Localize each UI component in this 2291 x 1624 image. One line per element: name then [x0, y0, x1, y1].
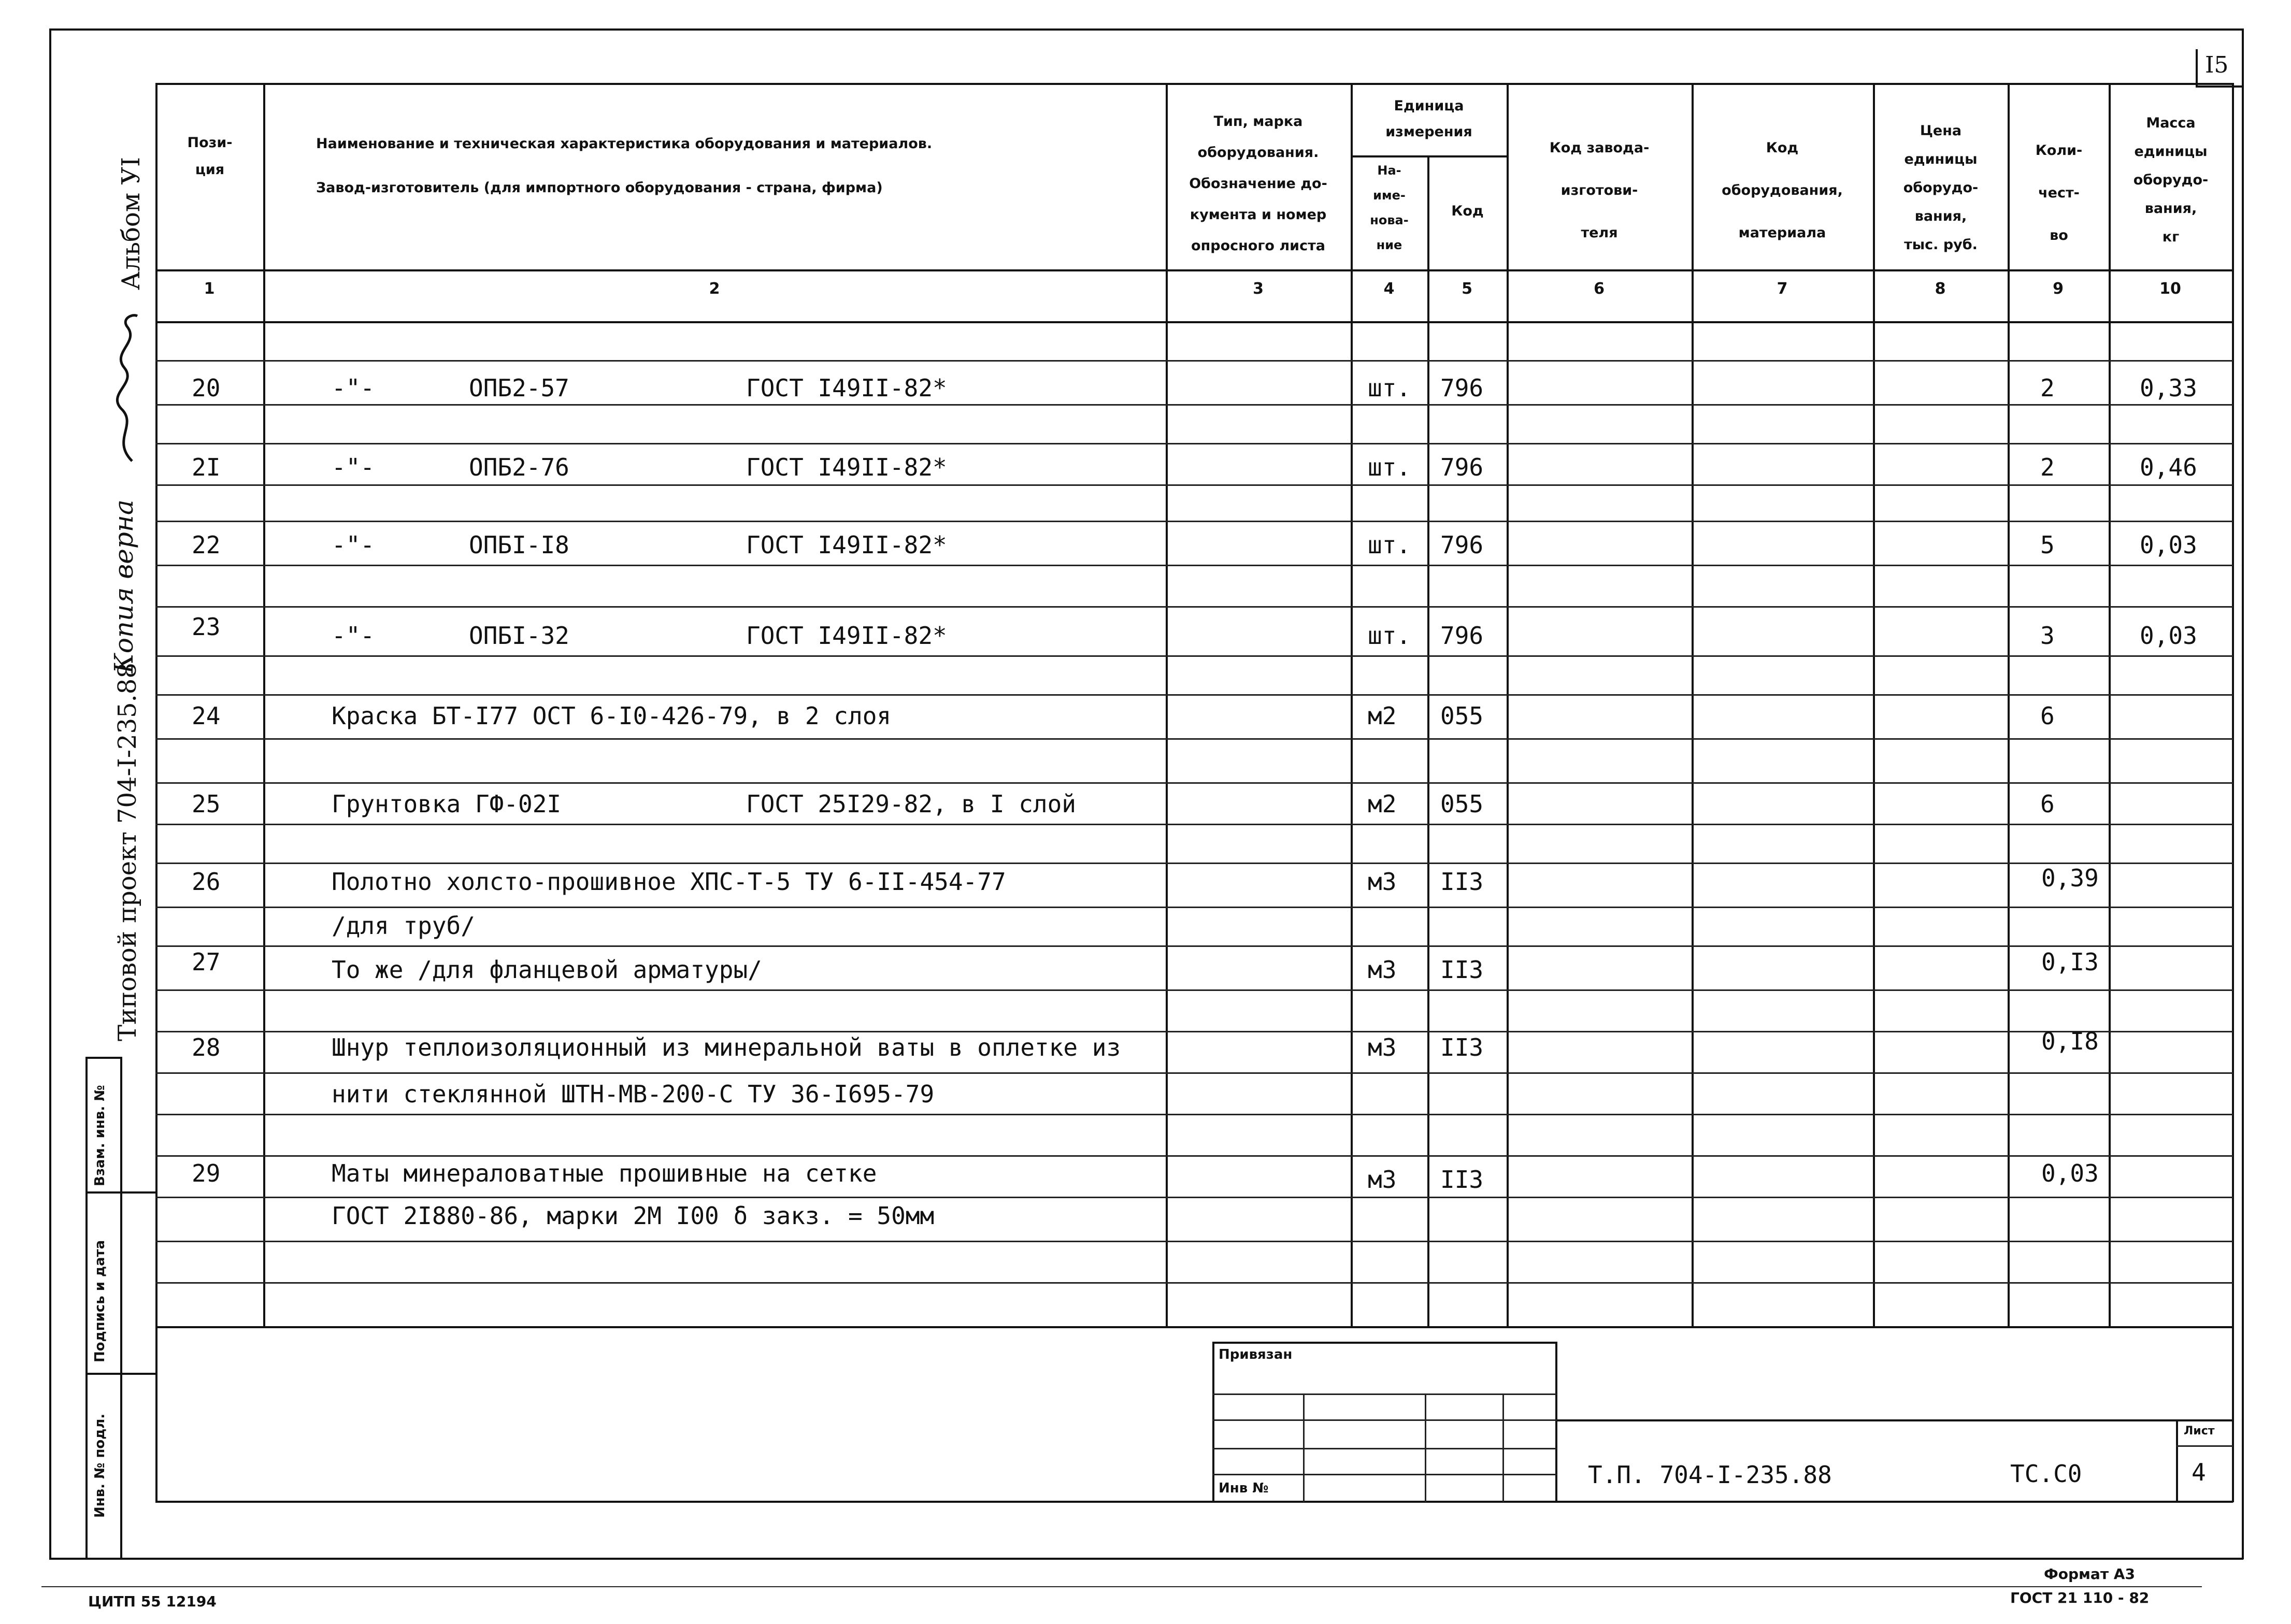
side-box-signature-date: Подпись и дата: [92, 1240, 108, 1362]
row-quantity: 6: [2040, 790, 2055, 818]
row-separator: [155, 1282, 2233, 1284]
row-separator: [155, 694, 2233, 696]
row-position: 23: [192, 613, 221, 641]
row-name-continued: ГОСТ 2I880-86, марки 2М I00 δ закз. = 50мм: [332, 1202, 935, 1230]
outer-frame-left: [49, 28, 51, 1559]
row-quantity: 2: [2040, 453, 2055, 481]
header-mass: Масса единицы оборудо- вания, кг: [2133, 115, 2209, 245]
col-number: 2: [709, 280, 720, 298]
side-box-original-inv: Инв. № подл.: [92, 1413, 108, 1518]
side-box-line: [120, 1057, 122, 1559]
handwritten-signature: [101, 311, 148, 466]
row-unit-code: 055: [1440, 790, 1484, 818]
row-separator: [155, 945, 2233, 947]
side-box-replaced-inv: Взам. инв. №: [92, 1085, 108, 1186]
side-box-line: [85, 1057, 122, 1059]
row-position: 26: [192, 868, 221, 896]
format-label: Формат А3: [2044, 1565, 2135, 1583]
row-unit-code: 796: [1440, 453, 1484, 481]
row-position: 29: [192, 1159, 221, 1187]
side-box-line: [85, 1191, 155, 1194]
stamp-line: [1212, 1342, 1557, 1344]
col-number: 6: [1594, 280, 1605, 298]
stamp-line: [1425, 1393, 1426, 1502]
table-top: [155, 83, 2233, 85]
row-mark: ОПБ2-57: [469, 374, 569, 402]
row-unit: м3: [1368, 956, 1397, 984]
row-unit: шт.: [1368, 531, 1411, 559]
row-unit-code: II3: [1440, 956, 1484, 984]
col-divider: [1427, 155, 1429, 1326]
row-separator: [155, 1114, 2233, 1115]
header-position: Пози- ция: [187, 135, 233, 178]
row-unit: шт.: [1368, 622, 1411, 650]
row-unit-code: 796: [1440, 531, 1484, 559]
row-mark: ОПБI-32: [469, 622, 569, 650]
stamp-line: [1502, 1393, 1504, 1502]
row-name: Шнур теплоизоляционный из минеральной ваты в оплетке из: [332, 1033, 1121, 1061]
sheet-label: Лист: [2184, 1425, 2215, 1438]
row-mass: 0,03: [2140, 531, 2197, 559]
row-separator: [155, 738, 2233, 740]
inner-frame-bottom: [155, 1501, 2233, 1503]
inv-number-label: Инв №: [1219, 1481, 1269, 1496]
row-quantity: 5: [2040, 531, 2055, 559]
row-name: -"-: [332, 531, 375, 559]
row-position: 28: [192, 1033, 221, 1061]
project-code: Т.П. 704-I-235.88: [1588, 1461, 1832, 1489]
row-unit: м2: [1368, 790, 1397, 818]
title-block-line: [2176, 1419, 2178, 1502]
row-standard: ГОСТ I49II-82*: [746, 374, 947, 402]
row-quantity: 0,I3: [2041, 948, 2099, 976]
row-separator: [155, 606, 2233, 608]
row-separator: [155, 863, 2233, 864]
stamp-line: [1212, 1342, 1214, 1502]
row-separator: [155, 1155, 2233, 1157]
row-separator: [155, 360, 2233, 362]
row-standard: ГОСТ I49II-82*: [746, 622, 947, 650]
row-position: 24: [192, 702, 221, 730]
row-unit-code: 796: [1440, 374, 1484, 402]
header-price: Цена единицы оборудо- вания, тыс. руб.: [1903, 123, 1979, 253]
header-type: Тип, марка оборудования. Обозначение до- кумента и номер опросного листа: [1189, 113, 1327, 254]
row-separator: [155, 782, 2233, 784]
row-position: 20: [192, 374, 221, 402]
side-project-label: Типовой проект 704-I-235.88: [113, 663, 142, 1041]
row-unit: м3: [1368, 868, 1397, 896]
sheet-number: I5: [2205, 52, 2229, 78]
row-separator: [155, 655, 2233, 657]
header-factory-code: Код завода- изготови- теля: [1549, 140, 1650, 241]
row-separator: [155, 907, 2233, 908]
header-name-line2: Завод-изготовитель (для импортного оборудования - страна, фирма): [316, 180, 883, 196]
table-bottom: [155, 1326, 2233, 1328]
header-unit-group: Единица измерения: [1385, 98, 1472, 140]
row-separator: [155, 1072, 2233, 1074]
col-number: 7: [1777, 280, 1788, 298]
col-number: 9: [2053, 280, 2064, 298]
row-separator: [155, 824, 2233, 825]
title-block-line: [1557, 1419, 2233, 1421]
row-standard: ГОСТ I49II-82*: [746, 453, 947, 481]
stamp-line: [1212, 1448, 1557, 1449]
row-separator: [155, 1031, 2233, 1032]
inner-frame-right: [2232, 83, 2234, 1502]
row-quantity: 2: [2040, 374, 2055, 402]
row-name: Маты минераловатные прошивные на сетке: [332, 1159, 877, 1187]
row-unit: шт.: [1368, 453, 1411, 481]
row-mass: 0,33: [2140, 374, 2197, 402]
row-standard: ГОСТ I49II-82*: [746, 531, 947, 559]
row-unit: м3: [1368, 1166, 1397, 1194]
row-unit-code: 055: [1440, 702, 1484, 730]
stamp-line: [1212, 1474, 1557, 1475]
header-equipment-code: Код оборудования, материала: [1722, 140, 1843, 241]
sheet-box-line: [2196, 49, 2198, 85]
row-separator: [155, 989, 2233, 991]
numbers-bottom: [155, 321, 2233, 323]
row-separator: [155, 443, 2233, 444]
row-name: Полотно холсто-прошивное ХПС-Т-5 ТУ 6-II-454-77: [332, 868, 1006, 896]
row-separator: [155, 404, 2233, 406]
side-box-line: [85, 1057, 88, 1559]
row-mass: 0,46: [2140, 453, 2197, 481]
row-name-continued: нити стеклянной ШТН-МВ-200-С ТУ 36-I695-79: [332, 1080, 935, 1108]
header-bottom: [155, 269, 2233, 271]
row-separator: [155, 565, 2233, 566]
side-album-label: Альбом УI: [117, 156, 146, 290]
row-name: То же /для фланцевой арматуры/: [332, 956, 762, 984]
row-standard: ГОСТ 25I29-82, в I слой: [746, 790, 1076, 818]
citp-label: ЦИТП 55 12194: [88, 1593, 217, 1610]
row-quantity: 6: [2040, 702, 2055, 730]
footer-line: [41, 1586, 2202, 1587]
sheet-box-line: [2196, 85, 2242, 88]
header-unit-code: Код: [1451, 203, 1484, 219]
stamp-line: [1555, 1342, 1557, 1502]
col-number: 5: [1462, 280, 1472, 298]
row-quantity: 3: [2040, 622, 2055, 650]
row-unit-code: II3: [1440, 868, 1484, 896]
row-separator: [155, 1241, 2233, 1242]
stamp-line: [1303, 1393, 1305, 1502]
row-name: -"-: [332, 374, 375, 402]
row-position: 22: [192, 531, 221, 559]
col-number: 10: [2159, 280, 2181, 298]
row-name-continued: /для труб/: [332, 912, 475, 940]
row-unit-code: II3: [1440, 1033, 1484, 1061]
row-quantity: 0,I8: [2041, 1027, 2099, 1055]
outer-frame-bottom: [49, 1558, 2243, 1560]
row-name: -"-: [332, 453, 375, 481]
row-unit: шт.: [1368, 374, 1411, 402]
outer-frame-right: [2242, 28, 2244, 1559]
row-mass: 0,03: [2140, 622, 2197, 650]
row-mark: ОПБ2-76: [469, 453, 569, 481]
row-separator: [155, 484, 2233, 486]
sheet-value: 4: [2192, 1458, 2206, 1486]
privyazan-label: Привязан: [1219, 1347, 1293, 1362]
row-unit-code: 796: [1440, 622, 1484, 650]
outer-frame-top: [49, 28, 2243, 31]
row-separator: [155, 521, 2233, 522]
copy-note: Копия верна: [109, 499, 139, 673]
row-mark: ОПБI-I8: [469, 531, 569, 559]
col-number: 4: [1383, 280, 1395, 298]
col-number: 1: [204, 280, 215, 298]
row-name: Краска БТ-I77 ОСТ 6-I0-426-79, в 2 слоя: [332, 702, 892, 730]
row-name: Грунтовка ГФ-02I: [332, 790, 562, 818]
col-number: 8: [1935, 280, 1946, 298]
header-unit-name: На- име- нова- ние: [1370, 163, 1409, 252]
header-quantity: Коли- чест- во: [2035, 142, 2083, 243]
row-unit: м2: [1368, 702, 1397, 730]
row-unit: м3: [1368, 1033, 1397, 1061]
title-block-line: [2176, 1445, 2233, 1447]
row-position: 27: [192, 948, 221, 976]
gost-label: ГОСТ 21 110 - 82: [2010, 1589, 2150, 1606]
row-position: 2I: [192, 453, 221, 481]
col-number: 3: [1253, 280, 1264, 298]
row-unit-code: II3: [1440, 1166, 1484, 1194]
header-name-line1: Наименование и техническая характеристика оборудования и материалов.: [316, 136, 933, 152]
side-box-line: [85, 1373, 155, 1375]
document-code: ТС.С0: [2010, 1460, 2082, 1488]
row-name: -"-: [332, 622, 375, 650]
row-quantity: 0,39: [2041, 864, 2099, 892]
row-separator: [155, 1197, 2233, 1198]
row-position: 25: [192, 790, 221, 818]
unit-group-line: [1351, 155, 1507, 157]
stamp-line: [1212, 1393, 1557, 1395]
row-quantity: 0,03: [2041, 1159, 2099, 1187]
stamp-line: [1212, 1419, 1557, 1421]
